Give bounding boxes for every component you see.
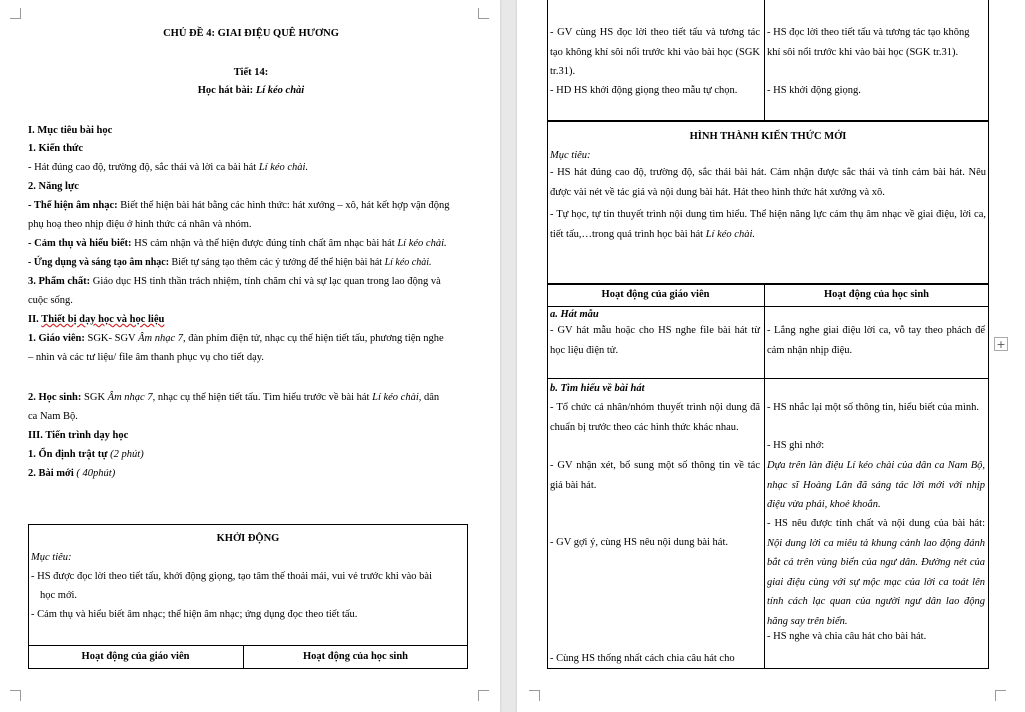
section-3-heading: III. Tiến trình dạy học [28,430,129,441]
margin-mark [478,690,489,701]
competency-heading: 2. Năng lực [28,181,79,192]
table-divider [547,306,989,307]
warmup-teacher-activity: - GV cùng HS đọc lời theo tiết tấu và tương tác tạo không khí sôi nổi trước khi vào bài học (SGK tr.31). [550,27,760,77]
part-a-teacher: - GV hát mẫu hoặc cho HS nghe file bài hát từ học liệu điện tử. [550,325,760,356]
warmup-goal-1: - HS được đọc lời theo tiết tấu, khởi động giọng, tạo tâm thế thoải mái, vui vẻ trước khi vào bài [31,571,433,582]
margin-mark [478,8,489,19]
table-divider [28,645,468,646]
column-teacher: Hoạt động của giáo viên [81,651,190,662]
quality-text: 3. Phẩm chất: Giáo dục HS tinh thần trách nhiệm, tính chăm chỉ và sự lạc quan trong lao động và [28,276,441,287]
document-page-left [0,0,500,712]
part-b-teacher-1: - Tổ chức cá nhân/nhóm thuyết trình nội dung đã chuẩn bị trước theo các hình thức khác nhau. [550,402,760,433]
part-b-teacher-3: - GV gợi ý, cùng HS nêu nội dung bài hát. [550,537,729,548]
table-divider [764,0,765,121]
competency-3: - Ứng dụng và sáng tạo âm nhạc: Biết tự sáng tạo thêm các ý tưởng để thể hiện bài hát Lí kéo chài. [28,257,432,268]
step-1: 1. Ổn định trật tự (2 phút) [28,449,144,460]
student-materials: 2. Học sinh: SGK Âm nhạc 7, nhạc cụ thể hiện tiết tấu. Tìm hiểu trước về bài hát Lí kéo chài, dân [28,392,440,403]
new-knowledge-goal-1: - HS hát đúng cao độ, trường độ, sắc thái bài hát. Cảm nhận được sắc thái và tính cảm bài hát. Nêu được vài nét về tác giả và nội dung bài hát. Hát theo hình thức hát xướng và xô. [550,167,986,198]
part-a-student: - Lắng nghe giai điệu lời ca, vỗ tay theo phách để cảm nhận nhịp điệu. [767,325,985,356]
teacher-materials-cont: – nhìn và các tư liệu/ file âm thanh phục vụ cho tiết dạy. [28,352,264,363]
column-teacher: Hoạt động của giáo viên [601,289,710,300]
knowledge-text: - Hát đúng cao độ, trường độ, sắc thái và lời ca bài hát Lí kéo chài. [28,162,309,173]
warmup-teacher-activity-2: - HD HS khởi động giọng theo mẫu tự chọn. [550,85,738,96]
student-materials-cont: ca Nam Bộ. [28,411,78,422]
section-1-heading: I. Mục tiêu bài học [28,125,113,136]
margin-mark [529,690,540,701]
add-note-button[interactable]: + [994,337,1008,351]
part-b-heading: b. Tìm hiểu về bài hát [550,383,645,394]
step-2: 2. Bài mới ( 40phút) [28,468,116,479]
part-b-teacher-4: - Cùng HS thống nhất cách chia câu hát cho [550,653,735,664]
column-student: Hoạt động của học sinh [823,289,930,300]
part-b-student-2: - HS ghi nhớ: [767,440,825,451]
table-divider [764,284,765,669]
new-knowledge-goal-label: Mục tiêu: [550,150,591,161]
warmup-table [28,524,468,669]
margin-mark [995,690,1006,701]
column-student: Hoạt động của học sinh [302,651,409,662]
table-divider [547,378,989,379]
section-2-heading: II. Thiết bị dạy học và học liệu [28,314,165,325]
teacher-materials: 1. Giáo viên: SGK- SGV Âm nhạc 7, đàn phím điện tử, nhạc cụ thể hiện tiết tấu, phương tiện nghe [28,333,444,344]
competency-2: - Cảm thụ và hiểu biết: HS cảm nhận và thể hiện được đúng tính chất âm nhạc bài hát Lí kéo chài. [28,238,447,249]
part-b-student-4: - HS nêu được tính chất và nội dung của bài hát: Nội dung lời ca miêu tả khung cảnh lao động đánh bắt cá trên vùng biển của ngư dân. Đường nét của giai điệu cùng với sự mộc mạc của lời ca toát lên tính cách lạc quan của người ngư dân lao động hăng say trên biển. [767,518,985,627]
warmup-student-activity: - HS đọc lời theo tiết tấu và tương tác tạo không khí sôi nổi trước khi vào bài học (SGK tr.31). [767,27,970,58]
warmup-goal-label: Mục tiêu: [31,552,72,563]
warmup-title: KHỞI ĐỘNG [216,533,280,544]
margin-mark [10,8,21,19]
warmup-goal-2: - Cảm thụ và hiểu biết âm nhạc; thể hiện âm nhạc; ứng dụng đọc theo tiết tấu. [31,609,358,620]
margin-mark [10,690,21,701]
knowledge-heading: 1. Kiến thức [28,143,84,154]
lesson-title: Học hát bài: Lí kéo chài [197,85,305,96]
lesson-number: Tiết 14: [233,67,269,78]
part-b-student-1: - HS nhắc lại một số thông tin, hiểu biết của mình. [767,402,980,413]
part-a-heading: a. Hát mẫu [550,309,599,320]
new-knowledge-goal-2: - Tự học, tự tin thuyết trình nội dung tìm hiểu. Thể hiện năng lực cảm thụ âm nhạc về giai điệu, lời ca, tiết tấu,…trong quá trình học bài hát Lí kéo chài. [550,209,986,240]
document-page-right [517,0,1025,712]
competency-1-cont: phụ hoạ theo nhịp điệu ở hình thức cá nhân và nhóm. [28,219,252,230]
topic-heading: CHỦ ĐỀ 4: GIAI ĐIỆU QUÊ HƯƠNG [163,28,339,39]
new-knowledge-title: HÌNH THÀNH KIẾN THỨC MỚI [689,131,847,142]
warmup-goal-1-cont: học mới. [40,590,78,601]
part-b-teacher-2: - GV nhận xét, bổ sung một số thông tin về tác giả bài hát. [550,460,760,491]
competency-1: - Thể hiện âm nhạc: Biết thể hiện bài hát bằng các hình thức: hát xướng – xô, hát kết hợp vận động [28,200,450,211]
warmup-student-activity-2: - HS khởi động giọng. [767,85,861,96]
part-b-student-5: - HS nghe và chia câu hát cho bài hát. [767,631,927,642]
quality-text-cont: cuộc sống. [28,295,73,306]
new-knowledge-box [547,121,989,284]
part-b-student-3: Dựa trên làn điệu Lí kéo chài của dân ca Nam Bộ, nhạc sĩ Hoàng Lân đã sáng tác lời mới với nhịp điệu vừa phải, khoẻ khoắn. [767,460,985,510]
